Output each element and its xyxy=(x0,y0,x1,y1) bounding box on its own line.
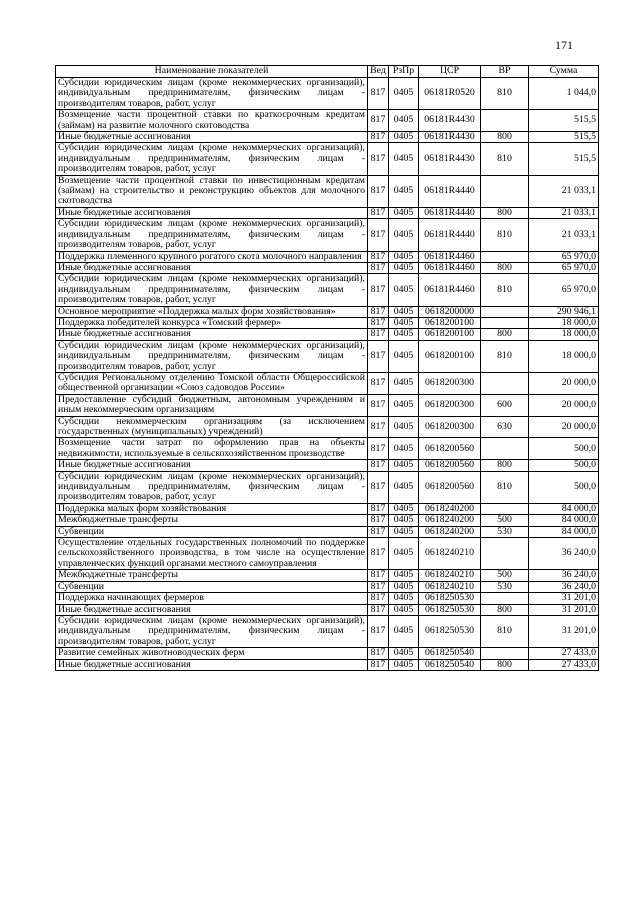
cell-rzpr: 0405 xyxy=(389,515,419,526)
cell-vr: 810 xyxy=(481,274,529,306)
cell-rzpr: 0405 xyxy=(389,262,419,273)
cell-csr: 0618250540 xyxy=(419,648,481,659)
cell-vr: 500 xyxy=(481,515,529,526)
cell-ved: 817 xyxy=(368,648,389,659)
cell-sum: 20 000,0 xyxy=(529,372,599,394)
cell-sum: 65 970,0 xyxy=(529,251,599,262)
cell-csr: 0618240210 xyxy=(419,538,481,570)
cell-vr: 630 xyxy=(481,416,529,438)
cell-vr xyxy=(481,503,529,514)
table-row xyxy=(56,581,599,592)
cell-sum: 515,5 xyxy=(529,132,599,143)
cell-sum: 27 433,0 xyxy=(529,648,599,659)
cell-rzpr: 0405 xyxy=(389,219,419,251)
cell-vr: 810 xyxy=(481,78,529,110)
cell-vr xyxy=(481,306,529,317)
cell-name: Субсидии юридическим лицам (кроме некоммерческих организаций), индивидуальным предпринимателям, физическим лицам - производителям товаров, работ, услуг xyxy=(56,143,368,175)
table-row xyxy=(56,471,599,503)
cell-vr: 810 xyxy=(481,219,529,251)
table-body xyxy=(56,78,599,671)
cell-rzpr: 0405 xyxy=(389,110,419,132)
cell-csr: 0618240210 xyxy=(419,570,481,581)
cell-csr: 0618250530 xyxy=(419,593,481,604)
cell-vr xyxy=(481,372,529,394)
header-rzpr: РзПр xyxy=(389,66,419,78)
cell-ved: 817 xyxy=(368,593,389,604)
cell-name: Поддержка малых форм хозяйствования xyxy=(56,503,368,514)
cell-ved: 817 xyxy=(368,538,389,570)
cell-vr xyxy=(481,438,529,460)
table-row xyxy=(56,207,599,218)
cell-vr: 800 xyxy=(481,207,529,218)
cell-sum: 500,0 xyxy=(529,471,599,503)
cell-name: Иные бюджетные ассигнования xyxy=(56,132,368,143)
table-row xyxy=(56,503,599,514)
table-row xyxy=(56,593,599,604)
cell-csr: 06181R4460 xyxy=(419,262,481,273)
table-row xyxy=(56,659,599,670)
page-number: 171 xyxy=(555,38,573,52)
cell-rzpr: 0405 xyxy=(389,317,419,328)
cell-csr: 06181R0520 xyxy=(419,78,481,110)
cell-ved: 817 xyxy=(368,460,389,471)
cell-csr: 06181R4430 xyxy=(419,110,481,132)
cell-rzpr: 0405 xyxy=(389,538,419,570)
cell-sum: 18 000,0 xyxy=(529,317,599,328)
cell-rzpr: 0405 xyxy=(389,648,419,659)
cell-rzpr: 0405 xyxy=(389,615,419,647)
cell-name: Субвенции xyxy=(56,526,368,537)
cell-name: Основное мероприятие «Поддержка малых форм хозяйствования» xyxy=(56,306,368,317)
table-row xyxy=(56,306,599,317)
cell-sum: 20 000,0 xyxy=(529,416,599,438)
table-row xyxy=(56,394,599,416)
cell-rzpr: 0405 xyxy=(389,604,419,615)
cell-name: Поддержка победителей конкурса «Томский фермер» xyxy=(56,317,368,328)
cell-ved: 817 xyxy=(368,175,389,207)
table-row xyxy=(56,329,599,340)
cell-ved: 817 xyxy=(368,132,389,143)
budget-table xyxy=(55,65,599,671)
table-row xyxy=(56,460,599,471)
table-row xyxy=(56,219,599,251)
cell-rzpr: 0405 xyxy=(389,132,419,143)
cell-name: Поддержка начинающих фермеров xyxy=(56,593,368,604)
cell-csr: 0618200560 xyxy=(419,471,481,503)
cell-csr: 0618250530 xyxy=(419,615,481,647)
cell-ved: 817 xyxy=(368,219,389,251)
cell-ved: 817 xyxy=(368,306,389,317)
cell-vr: 810 xyxy=(481,471,529,503)
cell-ved: 817 xyxy=(368,526,389,537)
cell-name: Иные бюджетные ассигнования xyxy=(56,329,368,340)
cell-name: Субсидии юридическим лицам (кроме некоммерческих организаций), индивидуальным предпринимателям, физическим лицам - производителям товаров, работ, услуг xyxy=(56,615,368,647)
cell-sum: 84 000,0 xyxy=(529,515,599,526)
cell-rzpr: 0405 xyxy=(389,659,419,670)
cell-csr: 0618240200 xyxy=(419,526,481,537)
cell-vr: 800 xyxy=(481,132,529,143)
cell-name: Субсидии юридическим лицам (кроме некоммерческих организаций), индивидуальным предпринимателям, физическим лицам - производителям товаров, работ, услуг xyxy=(56,78,368,110)
cell-sum: 31 201,0 xyxy=(529,604,599,615)
cell-name: Иные бюджетные ассигнования xyxy=(56,659,368,670)
cell-rzpr: 0405 xyxy=(389,570,419,581)
cell-rzpr: 0405 xyxy=(389,416,419,438)
cell-sum: 500,0 xyxy=(529,460,599,471)
cell-ved: 817 xyxy=(368,78,389,110)
cell-csr: 0618240210 xyxy=(419,581,481,592)
cell-csr: 0618200560 xyxy=(419,438,481,460)
cell-name: Иные бюджетные ассигнования xyxy=(56,460,368,471)
cell-sum: 515,5 xyxy=(529,110,599,132)
cell-csr: 0618200000 xyxy=(419,306,481,317)
cell-sum: 20 000,0 xyxy=(529,394,599,416)
cell-sum: 18 000,0 xyxy=(529,329,599,340)
cell-ved: 817 xyxy=(368,416,389,438)
cell-name: Субвенции xyxy=(56,581,368,592)
cell-vr xyxy=(481,317,529,328)
table-row xyxy=(56,262,599,273)
cell-vr xyxy=(481,593,529,604)
cell-ved: 817 xyxy=(368,615,389,647)
header-csr: ЦСР xyxy=(419,66,481,78)
table-row xyxy=(56,515,599,526)
cell-vr xyxy=(481,251,529,262)
table-row xyxy=(56,110,599,132)
cell-ved: 817 xyxy=(368,329,389,340)
table-row xyxy=(56,615,599,647)
cell-sum: 36 240,0 xyxy=(529,581,599,592)
table-row xyxy=(56,604,599,615)
cell-ved: 817 xyxy=(368,570,389,581)
cell-rzpr: 0405 xyxy=(389,329,419,340)
cell-name: Иные бюджетные ассигнования xyxy=(56,207,368,218)
cell-name: Развитие семейных животноводческих ферм xyxy=(56,648,368,659)
cell-vr: 800 xyxy=(481,659,529,670)
table-header-row xyxy=(56,66,599,78)
cell-ved: 817 xyxy=(368,207,389,218)
cell-vr: 800 xyxy=(481,329,529,340)
table-row xyxy=(56,143,599,175)
cell-vr: 810 xyxy=(481,615,529,647)
cell-csr: 06181R4440 xyxy=(419,207,481,218)
cell-csr: 0618200100 xyxy=(419,340,481,372)
cell-csr: 0618200300 xyxy=(419,394,481,416)
cell-vr: 600 xyxy=(481,394,529,416)
cell-rzpr: 0405 xyxy=(389,340,419,372)
cell-csr: 0618200560 xyxy=(419,460,481,471)
cell-sum: 21 033,1 xyxy=(529,207,599,218)
cell-name: Осуществление отдельных государственных полномочий по поддержке сельскохозяйственного производства, в том числе на осуществление управленческих функций органами местного самоуправления xyxy=(56,538,368,570)
cell-ved: 817 xyxy=(368,659,389,670)
cell-name: Субсидия Региональному отделению Томской области Общероссийской общественной организации «Союз садоводов России» xyxy=(56,372,368,394)
cell-sum: 500,0 xyxy=(529,438,599,460)
cell-csr: 0618240200 xyxy=(419,515,481,526)
cell-ved: 817 xyxy=(368,394,389,416)
cell-name: Субсидии юридическим лицам (кроме некоммерческих организаций), индивидуальным предпринимателям, физическим лицам - производителям товаров, работ, услуг xyxy=(56,340,368,372)
cell-sum: 31 201,0 xyxy=(529,615,599,647)
cell-name: Возмещение части процентной ставки по инвестиционным кредитам (займам) на строительство и реконструкцию объектов для молочного скотоводства xyxy=(56,175,368,207)
cell-csr: 0618200300 xyxy=(419,416,481,438)
cell-csr: 0618240200 xyxy=(419,503,481,514)
cell-vr: 500 xyxy=(481,570,529,581)
cell-name: Межбюджетные трансферты xyxy=(56,515,368,526)
cell-rzpr: 0405 xyxy=(389,593,419,604)
cell-rzpr: 0405 xyxy=(389,78,419,110)
table-row xyxy=(56,340,599,372)
cell-name: Субсидии юридическим лицам (кроме некоммерческих организаций), индивидуальным предпринимателям, физическим лицам - производителям товаров, работ, услуг xyxy=(56,219,368,251)
cell-rzpr: 0405 xyxy=(389,438,419,460)
cell-csr: 0618250530 xyxy=(419,604,481,615)
cell-vr: 530 xyxy=(481,581,529,592)
table-row xyxy=(56,416,599,438)
cell-rzpr: 0405 xyxy=(389,394,419,416)
cell-ved: 817 xyxy=(368,262,389,273)
header-sum: Сумма xyxy=(529,66,599,78)
cell-csr: 0618200100 xyxy=(419,329,481,340)
cell-name: Субсидии некоммерческим организациям (за исключением государственных (муниципальных) учреждений) xyxy=(56,416,368,438)
cell-ved: 817 xyxy=(368,471,389,503)
cell-rzpr: 0405 xyxy=(389,372,419,394)
cell-ved: 817 xyxy=(368,251,389,262)
cell-name: Возмещение части процентной ставки по краткосрочным кредитам (займам) на развитие молочного скотоводства xyxy=(56,110,368,132)
table-row xyxy=(56,438,599,460)
cell-rzpr: 0405 xyxy=(389,274,419,306)
cell-rzpr: 0405 xyxy=(389,581,419,592)
cell-sum: 84 000,0 xyxy=(529,526,599,537)
cell-csr: 06181R4440 xyxy=(419,219,481,251)
cell-csr: 06181R4460 xyxy=(419,251,481,262)
cell-rzpr: 0405 xyxy=(389,471,419,503)
table-row xyxy=(56,526,599,537)
cell-ved: 817 xyxy=(368,604,389,615)
cell-vr: 800 xyxy=(481,604,529,615)
cell-vr xyxy=(481,538,529,570)
table-row xyxy=(56,175,599,207)
header-name: Наименование показателей xyxy=(56,66,368,78)
cell-sum: 31 201,0 xyxy=(529,593,599,604)
cell-sum: 290 946,1 xyxy=(529,306,599,317)
cell-name: Субсидии юридическим лицам (кроме некоммерческих организаций), индивидуальным предпринимателям, физическим лицам - производителям товаров, работ, услуг xyxy=(56,471,368,503)
cell-ved: 817 xyxy=(368,581,389,592)
cell-ved: 817 xyxy=(368,143,389,175)
cell-ved: 817 xyxy=(368,274,389,306)
cell-name: Предоставление субсидий бюджетным, автономным учреждениям и иным некоммерческим организациям xyxy=(56,394,368,416)
table-row xyxy=(56,538,599,570)
cell-sum: 18 000,0 xyxy=(529,340,599,372)
cell-ved: 817 xyxy=(368,438,389,460)
cell-vr: 800 xyxy=(481,460,529,471)
cell-name: Возмещение части затрат по оформлению прав на объекты недвижимости, используемые в сельскохозяйственном производстве xyxy=(56,438,368,460)
cell-rzpr: 0405 xyxy=(389,306,419,317)
cell-name: Межбюджетные трансферты xyxy=(56,570,368,581)
cell-vr xyxy=(481,648,529,659)
cell-rzpr: 0405 xyxy=(389,143,419,175)
cell-vr xyxy=(481,110,529,132)
cell-csr: 06181R4440 xyxy=(419,175,481,207)
cell-ved: 817 xyxy=(368,317,389,328)
table-row xyxy=(56,132,599,143)
cell-ved: 817 xyxy=(368,340,389,372)
cell-csr: 0618250540 xyxy=(419,659,481,670)
cell-csr: 0618200300 xyxy=(419,372,481,394)
cell-ved: 817 xyxy=(368,110,389,132)
cell-name: Субсидии юридическим лицам (кроме некоммерческих организаций), индивидуальным предпринимателям, физическим лицам - производителям товаров, работ, услуг xyxy=(56,274,368,306)
cell-vr: 530 xyxy=(481,526,529,537)
table-row xyxy=(56,648,599,659)
cell-vr: 810 xyxy=(481,340,529,372)
cell-sum: 36 240,0 xyxy=(529,570,599,581)
cell-sum: 65 970,0 xyxy=(529,262,599,273)
cell-vr xyxy=(481,175,529,207)
cell-sum: 21 033,1 xyxy=(529,219,599,251)
table-row xyxy=(56,274,599,306)
cell-csr: 06181R4430 xyxy=(419,143,481,175)
cell-rzpr: 0405 xyxy=(389,503,419,514)
cell-rzpr: 0405 xyxy=(389,526,419,537)
table-row xyxy=(56,251,599,262)
cell-ved: 817 xyxy=(368,372,389,394)
cell-sum: 21 033,1 xyxy=(529,175,599,207)
cell-vr: 810 xyxy=(481,143,529,175)
cell-sum: 65 970,0 xyxy=(529,274,599,306)
cell-rzpr: 0405 xyxy=(389,251,419,262)
cell-csr: 06181R4430 xyxy=(419,132,481,143)
table-row xyxy=(56,78,599,110)
table-row xyxy=(56,317,599,328)
cell-csr: 0618200100 xyxy=(419,317,481,328)
cell-rzpr: 0405 xyxy=(389,460,419,471)
table-row xyxy=(56,570,599,581)
cell-name: Поддержка племенного крупного рогатого скота молочного направления xyxy=(56,251,368,262)
cell-sum: 84 000,0 xyxy=(529,503,599,514)
cell-ved: 817 xyxy=(368,515,389,526)
cell-name: Иные бюджетные ассигнования xyxy=(56,262,368,273)
cell-sum: 36 240,0 xyxy=(529,538,599,570)
cell-rzpr: 0405 xyxy=(389,175,419,207)
table-row xyxy=(56,372,599,394)
header-ved: Вед xyxy=(368,66,389,78)
cell-name: Иные бюджетные ассигнования xyxy=(56,604,368,615)
cell-sum: 1 044,0 xyxy=(529,78,599,110)
cell-sum: 27 433,0 xyxy=(529,659,599,670)
cell-ved: 817 xyxy=(368,503,389,514)
cell-sum: 515,5 xyxy=(529,143,599,175)
cell-vr: 800 xyxy=(481,262,529,273)
cell-rzpr: 0405 xyxy=(389,207,419,218)
header-vr: ВР xyxy=(481,66,529,78)
cell-csr: 06181R4460 xyxy=(419,274,481,306)
